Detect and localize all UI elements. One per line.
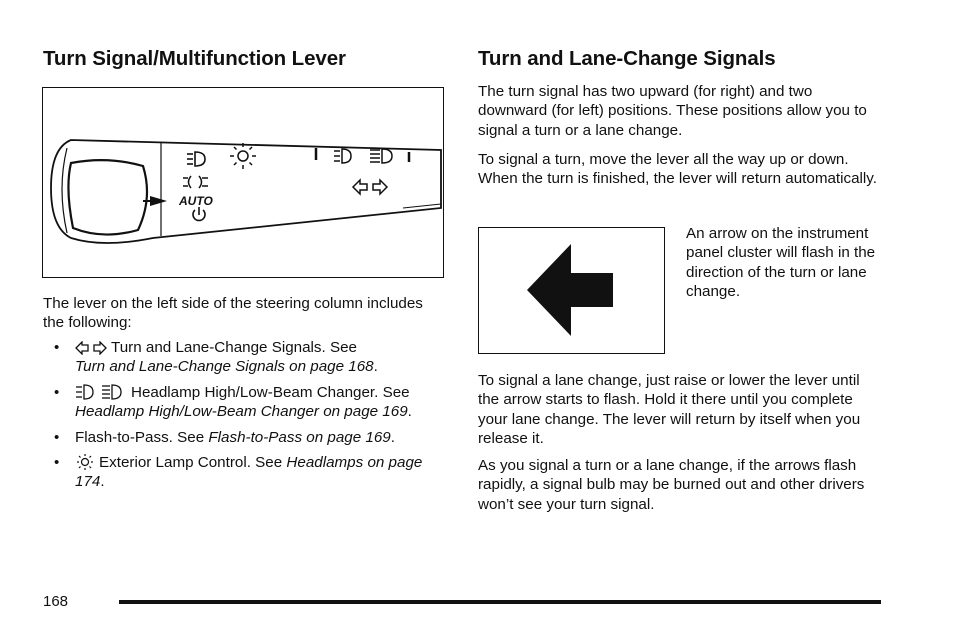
list-item: • Flash-to-Pass. See Flash-to-Pass on page 169. xyxy=(54,428,395,446)
footer-rule xyxy=(119,600,881,604)
multifunction-lever-illustration xyxy=(43,88,442,276)
right-paragraph-4: As you signal a turn or a lane change, if the arrows flash rapidly, a signal bulb may be burned out and other drivers won’t see your turn signal. xyxy=(478,457,865,513)
bullet-text: Exterior Lamp Control. See xyxy=(99,454,287,472)
right-paragraph-1: The turn signal has two upward (for right) and two downward (for left) positions. These positions allow you to signal a turn or a lane change. xyxy=(478,83,867,139)
right-paragraph-3: To signal a lane change, just raise or lower the lever until the arrow starts to flash. Hold it there until you complete your lane change. The lever will return by itself when you release it. xyxy=(478,372,861,448)
bullet-text: Flash-to-Pass. See xyxy=(75,428,209,446)
list-item: • Headlamp High/Low-Beam Changer. See Headlamp High/Low-Beam Changer on page 169. xyxy=(54,383,412,421)
list-item: • Turn and Lane-Change Signals. See Turn and Lane-Change Signals on page 168. xyxy=(54,339,378,376)
auto-label: AUTO xyxy=(179,194,213,208)
cross-reference[interactable]: Headlamp High/Low-Beam Changer on page 169 xyxy=(75,403,408,421)
left-heading: Turn Signal/Multifunction Lever xyxy=(43,47,346,70)
bullet-dot: • xyxy=(54,428,60,446)
bullet-text: Turn and Lane-Change Signals. See xyxy=(111,339,357,356)
list-item: • Exterior Lamp Control. See Headlamps on page 174. xyxy=(54,454,423,491)
page-number: 168 xyxy=(43,593,69,610)
left-intro: The lever on the left side of the steering column includes the following: xyxy=(43,295,423,332)
left-turn-arrow-icon xyxy=(479,228,663,352)
bullet-dot: • xyxy=(54,454,60,472)
feature-list xyxy=(44,338,449,498)
cross-reference[interactable]: Flash-to-Pass on page 169 xyxy=(208,428,391,446)
arrow-caption: An arrow on the instrument panel cluster will flash in the direction of the turn or lane change. xyxy=(686,225,876,301)
lever-figure xyxy=(42,87,444,278)
right-heading: Turn and Lane-Change Signals xyxy=(478,47,776,70)
high-low-beam-icon xyxy=(75,384,127,400)
bullet-text: Headlamp High/Low-Beam Changer. See xyxy=(131,383,410,401)
bullet-dot: • xyxy=(54,339,60,356)
turn-arrow-figure xyxy=(478,227,665,354)
right-paragraph-2: To signal a turn, move the lever all the way up or down. When the turn is finished, the lever will return automatically. xyxy=(478,151,877,188)
turn-arrows-icon xyxy=(75,341,107,355)
bullet-dot: • xyxy=(54,383,60,401)
cross-reference[interactable]: Turn and Lane-Change Signals on page 168 xyxy=(75,358,374,376)
cross-reference[interactable]: Headlamps on page 174 xyxy=(75,454,423,491)
exterior-lamp-icon xyxy=(75,454,95,470)
